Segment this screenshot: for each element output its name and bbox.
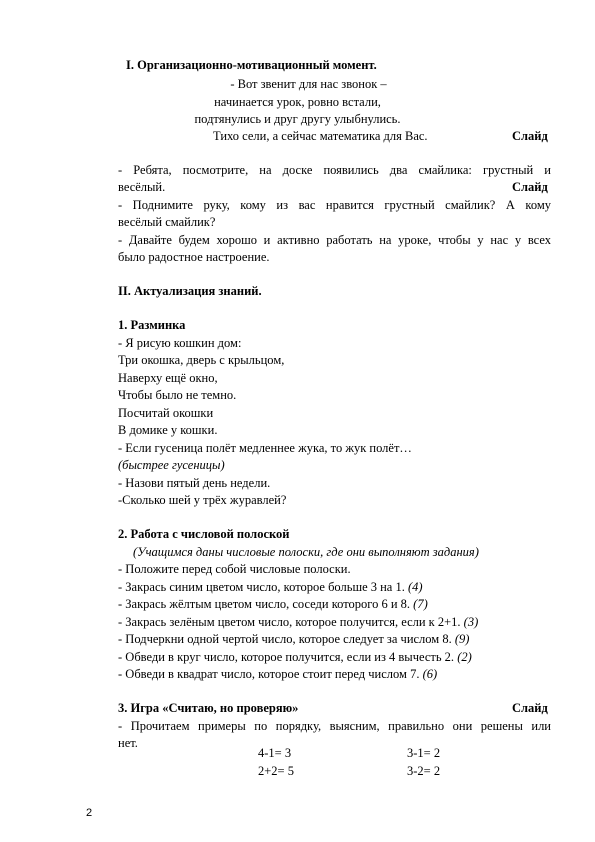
task-answer: (7) — [413, 597, 428, 611]
section-2-heading: II. Актуализация знаний. — [118, 284, 262, 298]
task-answer: (6) — [422, 667, 438, 681]
slide-label-2: Слайд — [512, 180, 548, 194]
example-left-2: 2+2= 5 — [258, 764, 294, 778]
task-text: - Закрась зелёным цветом число, которое получится, если к 2+1. — [118, 615, 461, 629]
numberline-note: (Учащимся даны числовые полоски, где они выполняют задания) — [133, 545, 479, 559]
task-answer: (4) — [407, 580, 423, 594]
section-1-heading: I. Организационно-мотивационный момент. — [126, 58, 377, 72]
warmup-line: - Я рисую кошкин дом: — [118, 336, 242, 350]
page-number: 2 — [86, 807, 93, 819]
task-text: - Подчеркни одной чертой число, которое следует за числом 8. — [118, 632, 452, 646]
task-answer: (3) — [463, 615, 479, 629]
paragraph-work-line-2: было радостное настроение. — [118, 250, 270, 264]
task-text: - Обведи в квадрат число, которое стоит перед числом 7. — [118, 667, 420, 681]
warmup-line: Чтобы было не темно. — [118, 388, 237, 402]
warmup-line: Посчитай окошки — [118, 406, 214, 420]
paragraph-hands-line-2: весёлый смайлик? — [118, 215, 216, 229]
poem-line-4: Тихо сели, а сейчас математика для Вас. — [213, 129, 428, 143]
task-text: - Обведи в круг число, которое получится, если из 4 вычесть 2. — [118, 650, 455, 664]
poem-line-2: начинается урок, ровно встали, — [214, 95, 381, 109]
paragraph-hands-line-1: - Поднимите руку, кому из вас нравится грустный смайлик? А кому — [118, 198, 551, 212]
warmup-answer: (быстрее гусеницы) — [118, 458, 225, 472]
game-intro-line-1: - Прочитаем примеры по порядку, выясним, правильно они решены или — [118, 719, 551, 733]
task-text: - Закрась жёлтым цветом число, соседи которого 6 и 8. — [118, 597, 411, 611]
numberline-task — [118, 615, 478, 630]
example-right-2: 3-2= 2 — [407, 764, 441, 778]
numberline-task — [118, 580, 423, 595]
warmup-line: -Сколько шей у трёх журавлей? — [118, 493, 287, 507]
task-answer: (9) — [454, 632, 470, 646]
task-text: - Закрась синим цветом число, которое больше 3 на 1. — [118, 580, 405, 594]
warmup-line: Наверху ещё окно, — [118, 371, 218, 385]
numberline-task — [118, 597, 428, 612]
numberline-title: 2. Работа с числовой полоской — [118, 527, 290, 541]
warmup-line: - Назови пятый день недели. — [118, 476, 271, 490]
slide-label-3: Слайд — [512, 701, 548, 715]
warmup-line: - Если гусеница полёт медленнее жука, то жук полёт… — [118, 441, 412, 455]
example-right-1: 3-1= 2 — [407, 746, 441, 760]
game-intro-line-2: нет. — [118, 736, 138, 750]
warmup-title: 1. Разминка — [118, 318, 186, 332]
numberline-task — [118, 650, 472, 665]
task-text: - Положите перед собой числовые полоски. — [118, 562, 351, 576]
numberline-task — [118, 632, 469, 647]
poem-line-3: подтянулись и друг другу улыбнулись. — [194, 112, 401, 126]
warmup-line: В домике у кошки. — [118, 423, 218, 437]
poem-line-1: - Вот звенит для нас звонок – — [230, 77, 387, 91]
warmup-line: Три окошка, дверь с крыльцом, — [118, 353, 285, 367]
paragraph-smileys-line-1: - Ребята, посмотрите, на доске появились два смайлика: грустный и — [118, 163, 551, 177]
task-answer: (2) — [457, 650, 472, 664]
numberline-task — [118, 667, 437, 682]
example-left-1: 4-1= 3 — [258, 746, 292, 760]
slide-label: Слайд — [512, 129, 548, 143]
paragraph-work-line-1: - Давайте будем хорошо и активно работать на уроке, чтобы у нас у всех — [118, 233, 551, 247]
game-title: 3. Игра «Считаю, но проверяю» — [118, 701, 299, 715]
numberline-task — [118, 562, 351, 577]
paragraph-smileys-line-2: весёлый. — [118, 180, 166, 194]
